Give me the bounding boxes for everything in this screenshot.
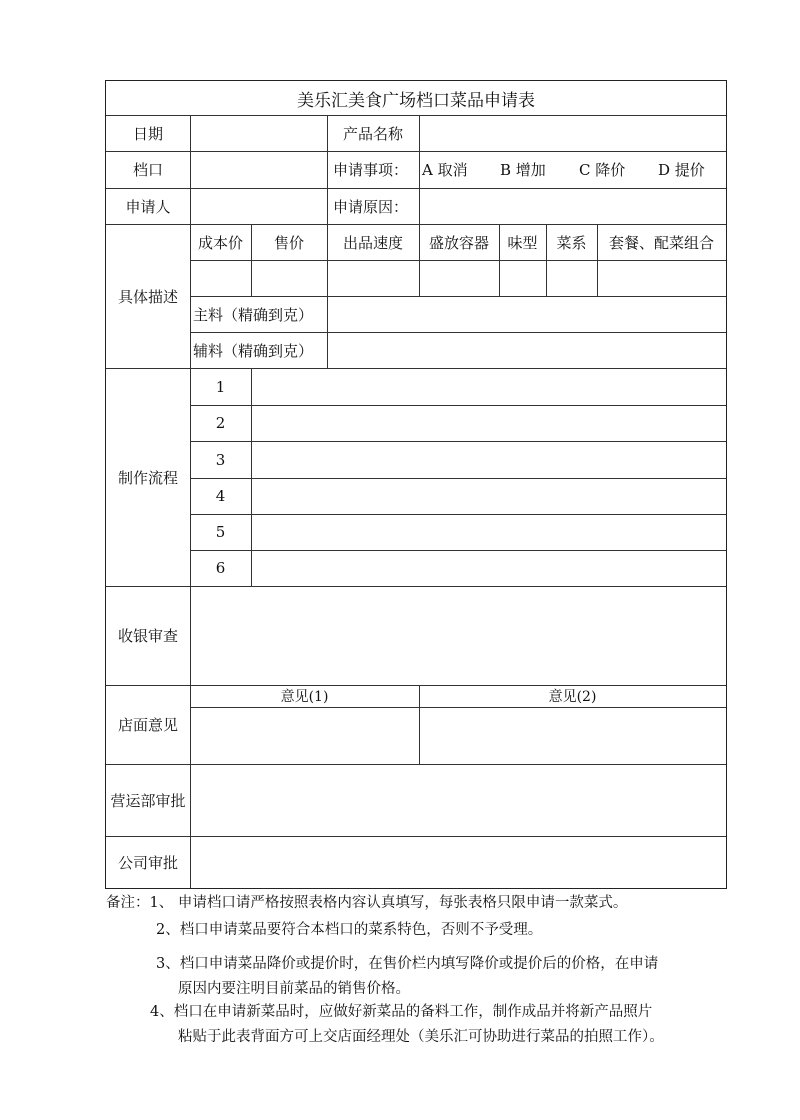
cashier-review-field[interactable] — [190, 586, 726, 685]
opinion-1-header: 意见(1) — [280, 689, 329, 705]
header-serving-speed: 出品速度 — [342, 233, 403, 252]
company-approval-field[interactable] — [190, 836, 726, 888]
cashier-review-label: 收银审查 — [117, 627, 178, 645]
step-field[interactable] — [251, 441, 726, 478]
main-ingredient-label: 主料（精确到克） — [193, 305, 314, 324]
step-number: 1 — [215, 377, 226, 396]
step-field[interactable] — [251, 550, 726, 586]
opinion-2-field[interactable] — [419, 707, 726, 764]
store-opinion-label: 店面意见 — [117, 716, 178, 734]
option-cancel[interactable]: A 取消 — [422, 161, 468, 179]
applicant-field[interactable] — [190, 188, 327, 224]
note-3: 3、档口申请菜品降价或提价时，在售价栏内填写降价或提价后的价格，在申请 — [156, 956, 659, 972]
sale-price-field[interactable] — [251, 260, 327, 296]
step-field[interactable] — [251, 368, 726, 405]
header-cost-price: 成本价 — [197, 233, 243, 252]
header-combo: 套餐、配菜组合 — [608, 233, 714, 252]
cuisine-field[interactable] — [546, 260, 597, 296]
product-name-label: 产品名称 — [342, 124, 403, 143]
note-3-continued: 原因内要注明目前菜品的销售价格。 — [178, 981, 410, 997]
process-label: 制作流程 — [117, 468, 178, 487]
operations-approval-label: 营运部审批 — [110, 791, 186, 810]
side-ingredient-field[interactable] — [327, 332, 726, 368]
option-raise-price[interactable]: D 提价 — [658, 161, 705, 179]
container-field[interactable] — [419, 260, 499, 296]
option-add[interactable]: B 增加 — [500, 161, 546, 179]
header-container: 盛放容器 — [428, 233, 489, 252]
combo-field[interactable] — [597, 260, 726, 296]
step-number: 4 — [215, 487, 226, 505]
side-ingredient-label: 辅料（精确到克） — [193, 341, 314, 360]
date-label: 日期 — [132, 124, 163, 143]
opinion-1-field[interactable] — [190, 707, 419, 764]
product-name-field[interactable] — [419, 115, 726, 151]
operations-approval-field[interactable] — [190, 764, 726, 836]
header-flavor: 味型 — [507, 233, 538, 252]
form-title: 美乐汇美食广场档口菜品申请表 — [297, 90, 535, 111]
date-field[interactable] — [190, 115, 327, 151]
option-lower-price[interactable]: C 降价 — [579, 161, 626, 179]
header-cuisine: 菜系 — [556, 233, 587, 252]
serving-speed-field[interactable] — [327, 260, 419, 296]
company-approval-label: 公司审批 — [117, 853, 178, 872]
cost-price-field[interactable] — [190, 260, 251, 296]
main-ingredient-field[interactable] — [327, 296, 726, 332]
step-field[interactable] — [251, 405, 726, 441]
reason-field[interactable] — [419, 188, 726, 224]
stall-field[interactable] — [190, 151, 327, 188]
step-field[interactable] — [251, 478, 726, 514]
flavor-field[interactable] — [499, 260, 546, 296]
application-form — [105, 80, 727, 889]
description-label: 具体描述 — [117, 287, 178, 306]
stall-label: 档口 — [132, 161, 163, 179]
request-type-label: 申请事项： — [333, 161, 409, 179]
step-field[interactable] — [251, 514, 726, 550]
reason-label: 申请原因： — [333, 197, 409, 216]
step-number: 2 — [215, 414, 226, 432]
note-1: 备注：1、 申请档口请严格按照表格内容认真填写，每张表格只限申请一款菜式。 — [106, 895, 628, 911]
note-4: 4、档口在申请新菜品时，应做好新菜品的备料工作，制作成品并将新产品照片 — [150, 1004, 653, 1020]
applicant-label: 申请人 — [125, 197, 171, 216]
opinion-2-header: 意见(2) — [548, 689, 597, 705]
note-4-continued: 粘贴于此表背面方可上交店面经理处（美乐汇可协助进行菜品的拍照工作）。 — [178, 1029, 664, 1045]
header-sale-price: 售价 — [273, 233, 304, 252]
step-number: 6 — [215, 559, 226, 577]
step-number: 5 — [215, 523, 226, 541]
note-2: 2、档口申请菜品要符合本档口的菜系特色，否则不予受理。 — [156, 922, 543, 938]
step-number: 3 — [215, 450, 226, 469]
